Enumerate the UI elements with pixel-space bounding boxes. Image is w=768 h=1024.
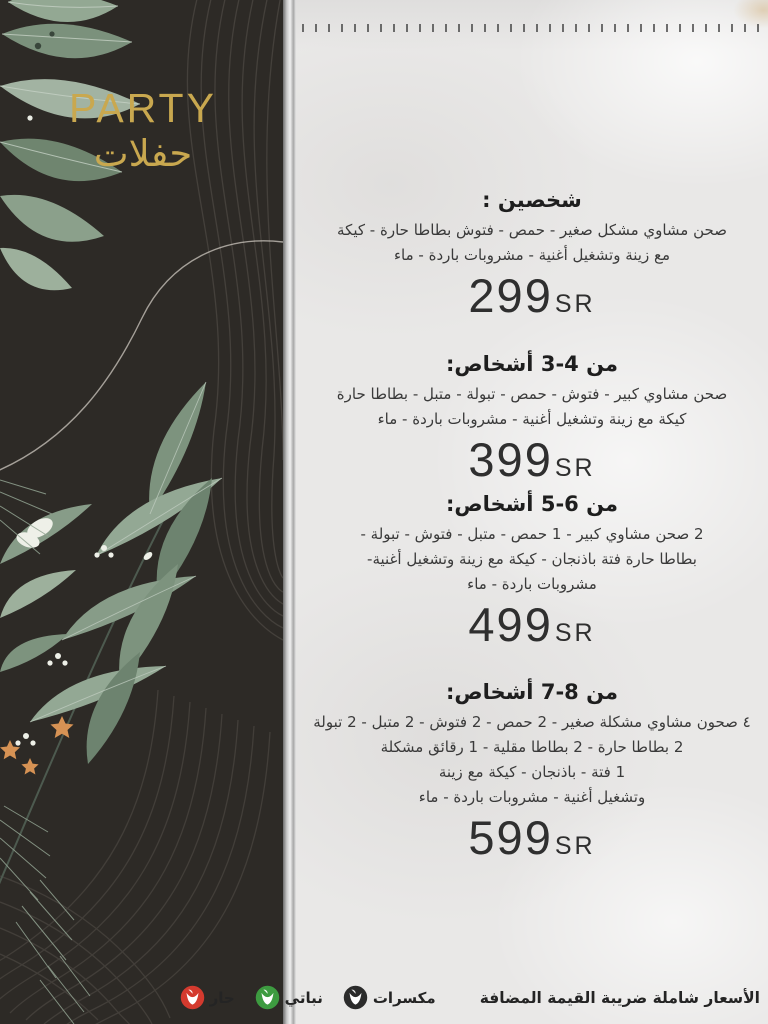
vegetarian-icon [255, 985, 280, 1010]
menu-section [302, 186, 762, 334]
nuts-icon [343, 985, 368, 1010]
menu-section [302, 490, 762, 663]
price-currency: SR [554, 454, 596, 482]
price-currency: SR [554, 290, 596, 318]
section-title: من 8-7 أشخاص: [445, 680, 618, 704]
price [302, 269, 762, 334]
menu-sections [296, 0, 768, 1024]
section-title: شخصين : [482, 188, 582, 212]
price-value: 399 [468, 433, 553, 486]
price-value: 599 [468, 811, 553, 864]
brand-block [38, 86, 248, 178]
price-value: 299 [468, 269, 553, 322]
footer [209, 985, 760, 1010]
menu-section [302, 678, 762, 876]
description-line: بطاطا حارة فتة باذنجان - كيكة مع زينة وتشغيل أغنية- [367, 550, 697, 568]
price [302, 811, 762, 876]
legend-label: حار [209, 988, 235, 1007]
section-title: من 4-3 أشخاص: [445, 352, 618, 376]
description-line: مع زينة وتشغيل أغنية - مشروبات باردة - ماء [394, 246, 670, 264]
price-value: 499 [468, 598, 553, 651]
spicy-icon [180, 985, 205, 1010]
orange-star-flowers [0, 716, 73, 774]
panel-divider [283, 0, 296, 1024]
description-line: وتشغيل أغنية - مشروبات باردة - ماء [418, 788, 646, 806]
sidebar-panel [0, 0, 283, 1024]
section-description [302, 710, 762, 810]
description-line: 1 فتة - باذنجان - كيكة مع زينة [438, 763, 626, 781]
description-line: 2 بطاطا حارة - 2 بطاطا مقلية - 1 رقائق مشكلة [380, 738, 684, 756]
section-description [302, 382, 762, 432]
description-line: صحن مشاوي كبير - فتوش - حمص - تبولة - متبل - بطاطا حارة [336, 385, 728, 403]
party-title-en: PARTY [69, 85, 217, 131]
description-line: ٤ صحون مشاوي مشكلة صغير - 2 حمص - 2 فتوش - 2 متبل - 2 تبولة [313, 713, 751, 731]
section-title: من 6-5 أشخاص: [445, 492, 618, 516]
description-line: مشروبات باردة - ماء [467, 575, 597, 593]
price [302, 598, 762, 663]
contour-lines-bottom [0, 690, 270, 1024]
legend-item [343, 985, 436, 1010]
price-currency: SR [554, 832, 596, 860]
menu-section [302, 350, 762, 498]
price [302, 433, 762, 498]
price-currency: SR [554, 619, 596, 647]
description-line: كيكة مع زينة وتشغيل أغنية - مشروبات باردة - ماء [377, 410, 687, 428]
description-line: صحن مشاوي مشكل صغير - حمص - فتوش بطاطا حارة - كيكة [337, 221, 727, 239]
party-title-ar: حفلات [93, 132, 193, 175]
section-description [302, 218, 762, 268]
legend-item [180, 985, 235, 1010]
menu-panel [209, 0, 768, 1024]
legend-label: مكسرات [372, 988, 436, 1007]
section-description [302, 522, 762, 597]
legend-label: نباتي [284, 988, 323, 1007]
middle-leaf-branch [0, 382, 222, 1024]
description-line: 2 صحن مشاوي كبير - 1 حمص - متبل - فتوش - تبولة - [360, 525, 704, 543]
allergen-legend [180, 985, 436, 1010]
vat-note: الأسعار شاملة ضريبة القيمة المضافة [479, 988, 760, 1007]
legend-item [255, 985, 323, 1010]
